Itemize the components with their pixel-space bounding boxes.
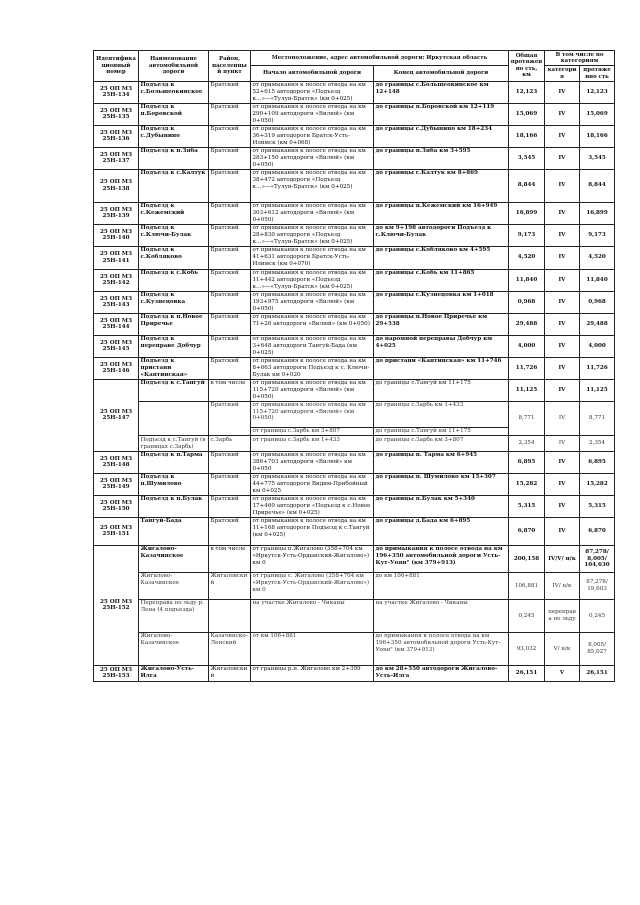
- road-category: IV/ н/к: [545, 572, 580, 599]
- road-length: 6,870: [509, 517, 545, 545]
- road-name: Подъезд к с.Калтук: [139, 169, 209, 202]
- road-id: 25 ОП МЗ 25Н-150: [94, 495, 139, 517]
- road-id: 25 ОП МЗ 25Н-139: [94, 202, 139, 224]
- road-cat-length: 15,282: [580, 473, 615, 495]
- road-end: до границы с.Калтук км 8+869: [374, 169, 509, 202]
- table-subrow: [94, 572, 615, 599]
- road-length: 4,520: [509, 246, 545, 269]
- road-id: 25 ОП МЗ 25Н-135: [94, 103, 139, 125]
- header-category: категори я: [545, 66, 580, 81]
- road-cat-length: 87,278/ 8,005/ 104,630: [580, 545, 615, 572]
- table-subrow: [94, 599, 615, 632]
- road-start: от примыкания к полосе отвода на км 8+663 автодороги Подъезд к с. Ключи-Булак км 0+020: [251, 357, 374, 379]
- road-start: от км 106+881: [251, 632, 374, 665]
- road-start: от примыкания к полосе отвода на км 17+460 автодороги «Подъезд к с.Новое Приречье» (км 0+025): [251, 495, 374, 517]
- road-end: до границы п. Шумилово км 15+307: [374, 473, 509, 495]
- road-name: Подъезд к п.Тарма: [139, 451, 209, 473]
- road-district: [209, 599, 251, 632]
- road-district: Казачинско-Ленский: [209, 632, 251, 665]
- road-start: от границы р.п. Жигалово км 2+399: [251, 665, 374, 681]
- road-end: до границы п.Кежемский км 16+949: [374, 202, 509, 224]
- road-category: IV: [545, 103, 580, 125]
- road-category: IV: [545, 147, 580, 169]
- road-category: IV: [545, 357, 580, 379]
- road-length: 0,245: [509, 599, 545, 632]
- road-start: от примыкания к полосе отвода на км 36+319 автодороги Братск-Усть-Илимск (км 0+068): [251, 125, 374, 147]
- road-end: до км 106+881: [374, 572, 509, 599]
- road-category: IV: [545, 169, 580, 202]
- header-incl: В том числе по категориям: [545, 51, 615, 66]
- road-end: до границы п.Зяба км 3+595: [374, 147, 509, 169]
- table-row: [94, 202, 615, 224]
- road-start: от примыкания к полосе отвода на км 3+648 автодороги Тангуй-Бада (км 0+025): [251, 335, 374, 357]
- road-start: от примыкания к полосе отвода на км 193+975 автодороги «Вилюй» (км 0+050): [251, 291, 374, 313]
- road-district: Братский: [209, 147, 251, 169]
- road-name: Подъезд к с.Кобляково: [139, 246, 209, 269]
- road-cat-length: 9,173: [580, 224, 615, 246]
- road-cat-length: 0,245: [580, 599, 615, 632]
- road-id: 25 ОП МЗ 25Н-141: [94, 246, 139, 269]
- road-cat-length: 11,125: [580, 379, 615, 401]
- road-category: IV/V/ н/к: [545, 545, 580, 572]
- table-row: [94, 545, 615, 572]
- road-start: от примыкания к полосе отвода на км 386+703 автодороги «Вилюй» км 0+050: [251, 451, 374, 473]
- table-row: [94, 473, 615, 495]
- road-length: 16,899: [509, 202, 545, 224]
- road-district: Братский: [209, 81, 251, 103]
- road-length: 106,881: [509, 572, 545, 599]
- header-location: Местоположение, адрес автомобильной дороги: Иркутская область: [251, 51, 509, 66]
- table-row: [94, 335, 615, 357]
- road-start: от границы с. Жигалово (358+704 км «Иркутск-Усть-Ордынский-Жигалово») км 0: [251, 572, 374, 599]
- road-cat-length: 8,771: [580, 401, 615, 436]
- road-name: Подъезд к п.Булак: [139, 495, 209, 517]
- header-name: Наименование автомобильной дороги: [139, 51, 209, 82]
- road-length: 18,166: [509, 125, 545, 147]
- road-cat-length: 16,899: [580, 202, 615, 224]
- table-row: [94, 665, 615, 681]
- road-district: Братский: [209, 291, 251, 313]
- road-end: до границы с.Тангуй км 11+175: [374, 427, 509, 436]
- road-name: Подъезд к п.Боровской: [139, 103, 209, 125]
- road-id: 25 ОП МЗ 25Н-145: [94, 335, 139, 357]
- road-district: в том числе: [209, 545, 251, 572]
- road-cat-length: 15,069: [580, 103, 615, 125]
- road-district: в том числе: [209, 379, 251, 401]
- header-end: Конец автомобильной дороги: [374, 66, 509, 81]
- table-row: [94, 147, 615, 169]
- road-district: Братский: [209, 401, 251, 436]
- road-length: 4,000: [509, 335, 545, 357]
- table-row: [94, 313, 615, 335]
- road-start: от примыкания к полосе отвода на км 11+168 автодороги Подъезд к с.Тангуй (км 0+025): [251, 517, 374, 545]
- road-district: Братский: [209, 335, 251, 357]
- road-cat-length: 4,000: [580, 335, 615, 357]
- roads-table: [93, 50, 615, 682]
- road-category: переправа по льду: [545, 599, 580, 632]
- road-end: до пристани «Кантинская» км 11+746: [374, 357, 509, 379]
- road-start: от примыкания к полосе отвода на км 44+775 автодороги Видим-Прибойный км 0+025: [251, 473, 374, 495]
- road-start: от примыкания к полосе отвода на км 115+720 автодороги «Вилюй» (км 0+050): [251, 379, 374, 401]
- table-row: [94, 246, 615, 269]
- road-district: Братский: [209, 103, 251, 125]
- road-cat-length: 2,354: [580, 436, 615, 451]
- table-row: [94, 517, 615, 545]
- header-row: [94, 51, 615, 66]
- road-length: 12,123: [509, 81, 545, 103]
- road-length: 11,726: [509, 357, 545, 379]
- header-length: Общая протяженно сть, км: [509, 51, 545, 82]
- road-district: Братский: [209, 357, 251, 379]
- road-category: IV: [545, 379, 580, 401]
- road-district: Братский: [209, 269, 251, 291]
- road-length: 15,282: [509, 473, 545, 495]
- road-cat-length: 29,488: [580, 313, 615, 335]
- table-row: [94, 357, 615, 379]
- road-name: Подъезд к п.Зяба: [139, 147, 209, 169]
- road-cat-length: 18,166: [580, 125, 615, 147]
- road-start: от примыкания к полосе отвода на км 283+150 автодороги «Вилюй» (км 0+050): [251, 147, 374, 169]
- road-cat-length: 4,520: [580, 246, 615, 269]
- road-length: 15,069: [509, 103, 545, 125]
- road-start: от примыкания к полосе отвода на км 303+612 автодороги «Вилюй» (км 0+050): [251, 202, 374, 224]
- road-end: до примыкания к полосе отвода на км 196+350 автомобильной дороги Усть-Кут-Уоян" (км 379+913): [374, 545, 509, 572]
- road-id: 25 ОП МЗ 25Н-153: [94, 665, 139, 681]
- table-row: [94, 169, 615, 202]
- road-cat-length: 8,005/ 85,027: [580, 632, 615, 665]
- road-start: от примыкания к полосе отвода на км 41+631 автодороги Братск-Усть-Илимск (км 0+070): [251, 246, 374, 269]
- road-cat-length: 11,726: [580, 357, 615, 379]
- road-id: 25 ОП МЗ 25Н-140: [94, 224, 139, 246]
- road-end: до границы с.Дубынино км 18+234: [374, 125, 509, 147]
- road-category: V/ н/к: [545, 632, 580, 665]
- road-name: Подъезд к с.Кобь: [139, 269, 209, 291]
- road-id: 25 ОП МЗ 25Н-136: [94, 125, 139, 147]
- road-name: Подъезд к с.Тангуй (в границах с.Зарбь): [139, 436, 209, 451]
- table-row: [94, 269, 615, 291]
- road-district: Братский: [209, 246, 251, 269]
- road-cat-length: 0,968: [580, 291, 615, 313]
- road-category: IV: [545, 224, 580, 246]
- road-category: IV: [545, 401, 580, 436]
- road-category: IV: [545, 291, 580, 313]
- header-start: Начало автомобильной дороги: [251, 66, 374, 81]
- road-name: Переправа по льду р. Лена (4 подъезда): [139, 599, 209, 632]
- road-id: 25 ОП МЗ 25Н-142: [94, 269, 139, 291]
- road-category: IV: [545, 269, 580, 291]
- road-district: Братский: [209, 169, 251, 202]
- road-end: до границы п.Новое Приречье км 29+538: [374, 313, 509, 335]
- table-row: [94, 224, 615, 246]
- road-end: до границы с.Тангуй км 11+175: [374, 379, 509, 401]
- road-length: 0,968: [509, 291, 545, 313]
- road-cat-length: 6,895: [580, 451, 615, 473]
- road-name: Подъезд к п.Шумилово: [139, 473, 209, 495]
- road-name: Подъезд к пристани «Кантинская»: [139, 357, 209, 379]
- road-category: IV: [545, 517, 580, 545]
- road-name: Подъезд к п.Новое Приречье: [139, 313, 209, 335]
- road-end: до границы п. Тарма км 6+945: [374, 451, 509, 473]
- road-end: до границы с.Кузнецовка км 1+018: [374, 291, 509, 313]
- road-end: до паромной переправы Добчур км 4+025: [374, 335, 509, 357]
- road-id: 25 ОП МЗ 25Н-134: [94, 81, 139, 103]
- road-id: 25 ОП МЗ 25Н-148: [94, 451, 139, 473]
- road-start: от примыкания к полосе отвода на км 11+442 автодороги «Подъезд к…»—«Тулун-Братск» (км 0+025): [251, 269, 374, 291]
- road-start: от границы п.Жигалово (358+704 км «Иркутск-Усть-Ордынский-Жигалово») км 0: [251, 545, 374, 572]
- road-end: до границы п.Боровской км 12+119: [374, 103, 509, 125]
- road-name: Подъезд к с.Ключи-Булак: [139, 224, 209, 246]
- table-row: [94, 451, 615, 473]
- road-district: Братский: [209, 125, 251, 147]
- road-district: Братский: [209, 473, 251, 495]
- road-name: Жигалово-Казачинское: [139, 572, 209, 599]
- road-cat-length: 5,315: [580, 495, 615, 517]
- road-end: до примыкания к полосе отвода на км 196+350 автомобильной дороги Усть-Кут-Уоян" (км 379+913): [374, 632, 509, 665]
- road-start: на участке Жигалово - Чиканы: [251, 599, 374, 632]
- road-category: IV: [545, 81, 580, 103]
- road-id: 25 ОП МЗ 25Н-143: [94, 291, 139, 313]
- road-start: от примыкания к полосе отвода на км 52+615 автодороги «Подъезд к…»—«Тулун-Братск» (км 0+025): [251, 81, 374, 103]
- road-district: Жигаловский: [209, 665, 251, 681]
- road-cat-length: 26,151: [580, 665, 615, 681]
- road-end: на участке Жигалово - Чиканы: [374, 599, 509, 632]
- road-end: до границы с.Зарбь км 1+433: [374, 401, 509, 427]
- table-row: [94, 291, 615, 313]
- road-name: Тангуй-Бада: [139, 517, 209, 545]
- road-district: Братский: [209, 495, 251, 517]
- road-cat-length: 11,840: [580, 269, 615, 291]
- road-end: до границы с.Кобь км 11+865: [374, 269, 509, 291]
- road-name: Жигалово-Казачинское: [139, 632, 209, 665]
- road-name: Подъезд к с.Большеокинское: [139, 81, 209, 103]
- road-end: до границы д.Бада км 6+895: [374, 517, 509, 545]
- road-start: от примыкания к полосе отвода на км 115+720 автодороги «Вилюй» (км 0+050): [251, 401, 374, 427]
- road-length: 26,151: [509, 665, 545, 681]
- road-id: 25 ОП МЗ 25Н-147: [94, 379, 139, 451]
- road-category: IV: [545, 473, 580, 495]
- road-category: IV: [545, 125, 580, 147]
- road-name: Жигалово-Усть-Илга: [139, 665, 209, 681]
- road-district: Жигаловский: [209, 572, 251, 599]
- road-length: 9,173: [509, 224, 545, 246]
- road-length: 2,354: [509, 436, 545, 451]
- table-row: [94, 495, 615, 517]
- table-subrow: [94, 436, 615, 451]
- road-length: 3,545: [509, 147, 545, 169]
- road-start: от границы с.Зарбь км 3+807: [251, 427, 374, 436]
- road-cat-length: 6,870: [580, 517, 615, 545]
- road-cat-length: 87,278/ 19,603: [580, 572, 615, 599]
- road-name: Подъезд к с.Кузнецовка: [139, 291, 209, 313]
- road-length: 8,844: [509, 169, 545, 202]
- road-id: 25 ОП МЗ 25Н-152: [94, 545, 139, 665]
- road-category: IV: [545, 246, 580, 269]
- header-district: Район, населенный пункт: [209, 51, 251, 82]
- road-category: V: [545, 665, 580, 681]
- road-start: от границы с.Зарбь км 1+433: [251, 436, 374, 451]
- header-cat-length: протяженно сть: [580, 66, 615, 81]
- road-category: IV: [545, 313, 580, 335]
- header-id: Идентифика ционный номер: [94, 51, 139, 82]
- road-id: 25 ОП МЗ 25Н-149: [94, 473, 139, 495]
- road-district: Братский: [209, 451, 251, 473]
- table-subrow: [94, 632, 615, 665]
- road-district: Братский: [209, 517, 251, 545]
- road-length: 93,032: [509, 632, 545, 665]
- road-id: 25 ОП МЗ 25Н-151: [94, 517, 139, 545]
- table-row: [94, 103, 615, 125]
- road-id: 25 ОП МЗ 25Н-137: [94, 147, 139, 169]
- document-page: [93, 50, 614, 682]
- road-end: до границы с.Кобляково км 4+595: [374, 246, 509, 269]
- table-subrow: [94, 401, 615, 427]
- road-district: Братский: [209, 224, 251, 246]
- road-length: 8,771: [509, 401, 545, 436]
- road-length: 11,840: [509, 269, 545, 291]
- table-row: [94, 125, 615, 147]
- road-category: IV: [545, 436, 580, 451]
- road-id: 25 ОП МЗ 25Н-138: [94, 169, 139, 202]
- road-length: 5,315: [509, 495, 545, 517]
- road-id: 25 ОП МЗ 25Н-144: [94, 313, 139, 335]
- table-row: [94, 81, 615, 103]
- road-district: Братский: [209, 202, 251, 224]
- road-name: Подъезд к с.Тангуй: [139, 379, 209, 401]
- road-category: IV: [545, 202, 580, 224]
- road-name: Жигалово-Казачинское: [139, 545, 209, 572]
- road-end: до границы с.Зарбь км 3+807: [374, 436, 509, 451]
- road-length: 6,895: [509, 451, 545, 473]
- road-start: от примыкания к полосе отвода на км 71+26 автодороги «Вилюй» (км 0+050): [251, 313, 374, 335]
- road-end: до км 9+198 автодороги Подъезд к с.Ключи-Булак: [374, 224, 509, 246]
- road-length: 11,125: [509, 379, 545, 401]
- road-length: 29,488: [509, 313, 545, 335]
- road-end: до границы п.Булак км 5+340: [374, 495, 509, 517]
- road-district: Братский: [209, 313, 251, 335]
- road-category: IV: [545, 335, 580, 357]
- road-start: от примыкания к полосе отвода на км 38+472 автодороги «Подъезд к…»—«Тулун-Братск» (км 0+025): [251, 169, 374, 202]
- road-cat-length: 3,545: [580, 147, 615, 169]
- road-length: 200,158: [509, 545, 545, 572]
- road-name: Подъезд к переправе Добчур: [139, 335, 209, 357]
- road-category: IV: [545, 451, 580, 473]
- road-end: до км 28+550 автодороги Жигалово-Усть-Илга: [374, 665, 509, 681]
- road-name: Подъезд к с.Кежемский: [139, 202, 209, 224]
- table-row: [94, 379, 615, 401]
- road-cat-length: 12,123: [580, 81, 615, 103]
- road-name: Подъезд к с.Дубынино: [139, 125, 209, 147]
- road-start: от примыкания к полосе отвода на км 290+109 автодороги «Вилюй» (км 0+050): [251, 103, 374, 125]
- road-category: IV: [545, 495, 580, 517]
- road-end: до границы с.Большеокинское км 12+148: [374, 81, 509, 103]
- road-start: от примыкания к полосе отвода на км 28+830 автодороги «Подъезд к…»—«Тулун-Братск» (км 0+025): [251, 224, 374, 246]
- road-id: 25 ОП МЗ 25Н-146: [94, 357, 139, 379]
- road-district: с.Зарбь: [209, 436, 251, 451]
- road-cat-length: 8,844: [580, 169, 615, 202]
